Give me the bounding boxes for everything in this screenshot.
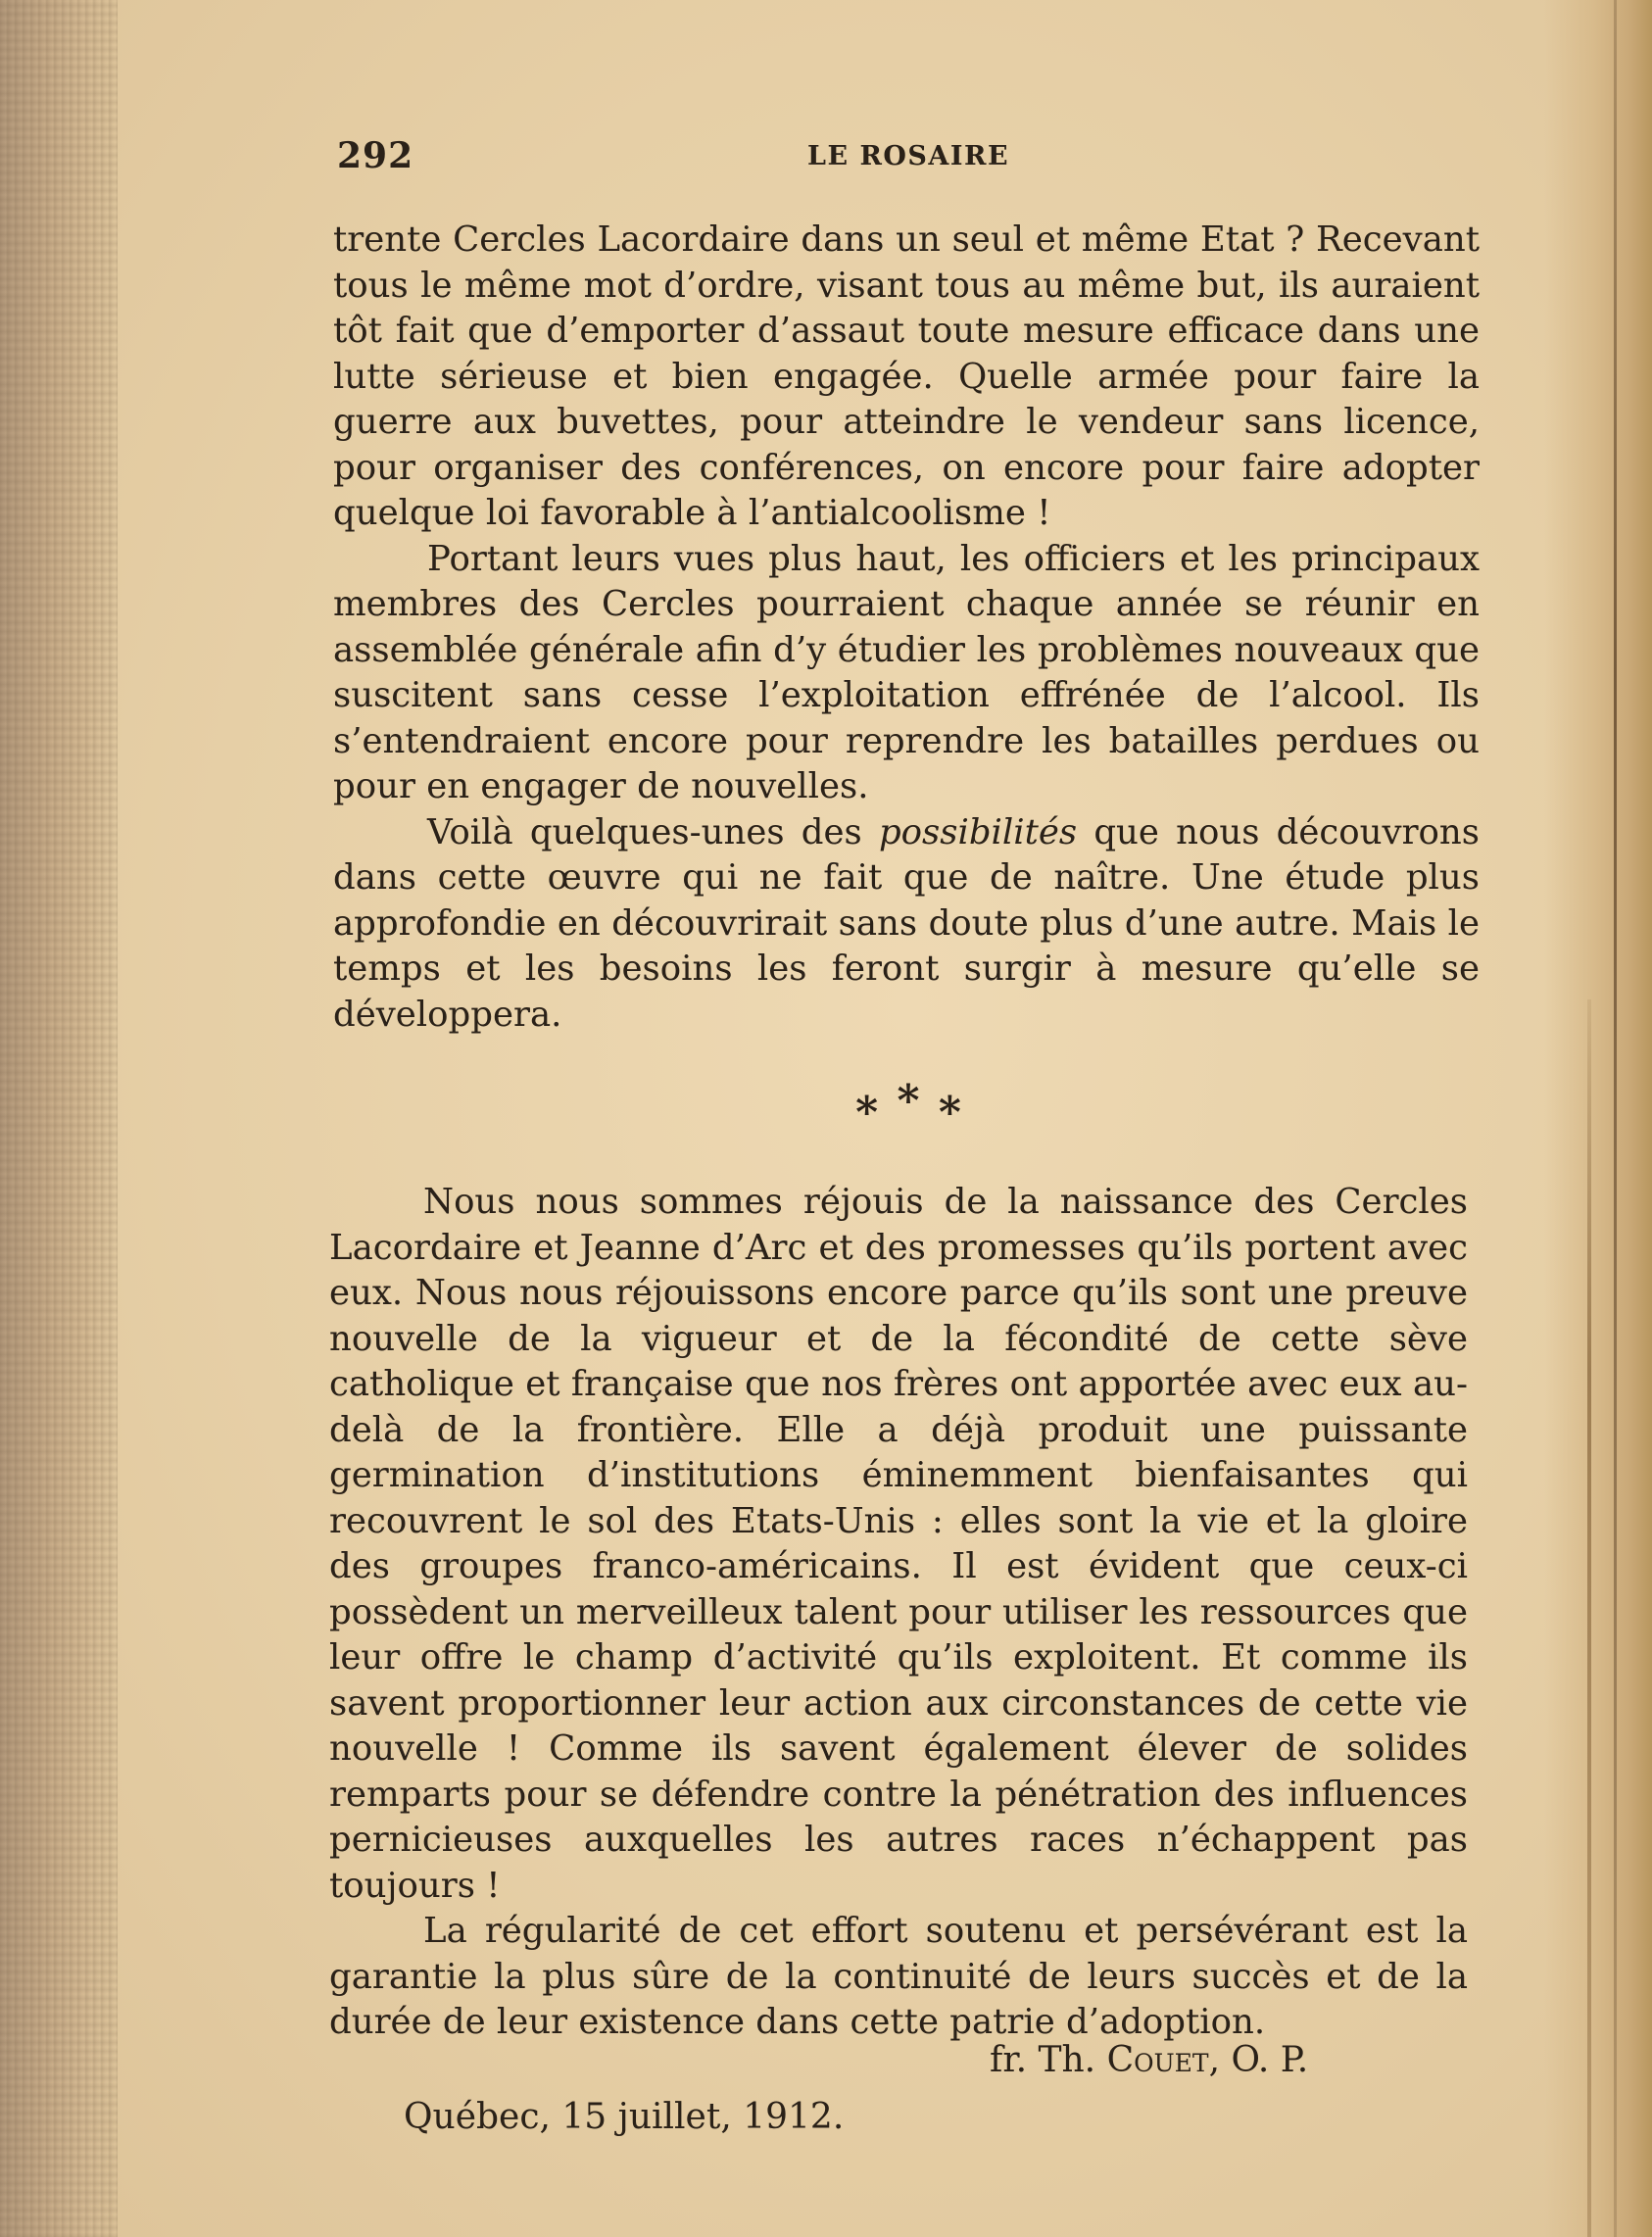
paragraph-1: trente Cercles Lacordaire dans un seul et même Etat ? Recevant tous le même mot d’ordre, visant tous au même but, ils auraient tôt fait que d’emporter d’assaut toute mesure efficace dans une lutte sérieuse et bien engagée. Quelle armée pour faire la guerre aux buvettes, pour atteindre le vendeur sans licence, pour organiser des conférences, on encore pour faire adopter quelque loi favorable à l’antialcoolisme ! bbox=[333, 219, 1480, 533]
section-1 bbox=[333, 218, 1480, 1038]
paragraph-3-end: que nous découvrons dans cette œuvre qui ne fait que de naître. Une étude plus approfondie en découvrirait sans doute plus d’une autre. Mais le temps et les besoins les feront surgir à mesure qu’elle se développera. bbox=[333, 811, 1480, 1035]
separator-star-middle: * bbox=[897, 1076, 922, 1126]
page-header bbox=[337, 135, 1466, 184]
running-head: LE ROSAIRE bbox=[807, 141, 1010, 171]
paragraph-3 bbox=[333, 810, 1480, 1039]
separator-star-right: * bbox=[938, 1088, 963, 1138]
signature-name: Couet bbox=[1106, 2040, 1209, 2080]
signature-suffix: , O. P. bbox=[1208, 2040, 1309, 2080]
paragraph-2: Portant leurs vues plus haut, les officiers et les principaux membres des Cercles pourraient chaque année se réunir en assemblée générale afin d’y étudier les problèmes nouveaux que suscitent sans cesse l’exploitation effrénée de l’alcool. Ils s’entendraient encore pour reprendre les batailles perdues ou pour en engager de nouvelles. bbox=[333, 538, 1480, 806]
section-2 bbox=[329, 1180, 1468, 2046]
signature-prefix: fr. Th. bbox=[990, 2040, 1107, 2080]
paragraph-3-start: Voilà quelques-unes des bbox=[427, 811, 879, 852]
section-separator bbox=[841, 1076, 978, 1138]
author-signature bbox=[990, 2040, 1308, 2080]
paragraph-4: Nous nous sommes réjouis de la naissance des Cercles Lacordaire et Jeanne d’Arc et des promesses qu’ils portent avec eux. Nous nous réjouissons encore parce qu’ils sont une preuve nouvelle de la vigueur et de la fécondité de cette sève catholique et française que nos frères ont apportée avec eux au-delà de la frontière. Elle a déjà produit une puissante germination d’institutions éminemment bienfaisantes qui recouvrent le sol des Etats-Unis : elles sont la vie et la gloire des groupes franco-américains. Il est évident que ceux-ci possèdent un merveilleux talent pour utiliser les ressources que leur offre le champ d’activité qu’ils exploitent. Et comme ils savent proportionner leur action aux circonstances de cette vie nouvelle ! Comme ils savent également élever de solides remparts pour se défendre contre la pénétration des influences pernicieuses auxquelles les autres races n’échappent pas toujours ! bbox=[329, 1182, 1468, 1906]
italic-emphasis: possibilités bbox=[878, 811, 1078, 852]
dateline: Québec, 15 juillet, 1912. bbox=[404, 2097, 845, 2137]
page-number: 292 bbox=[337, 135, 414, 176]
paragraph-5: La régularité de cet effort soutenu et persévérant est la garantie la plus sûre de la continuité de leurs succès et de la durée de leur existence dans cette patrie d’adoption. bbox=[329, 1911, 1468, 2042]
separator-star-left: * bbox=[855, 1088, 881, 1138]
